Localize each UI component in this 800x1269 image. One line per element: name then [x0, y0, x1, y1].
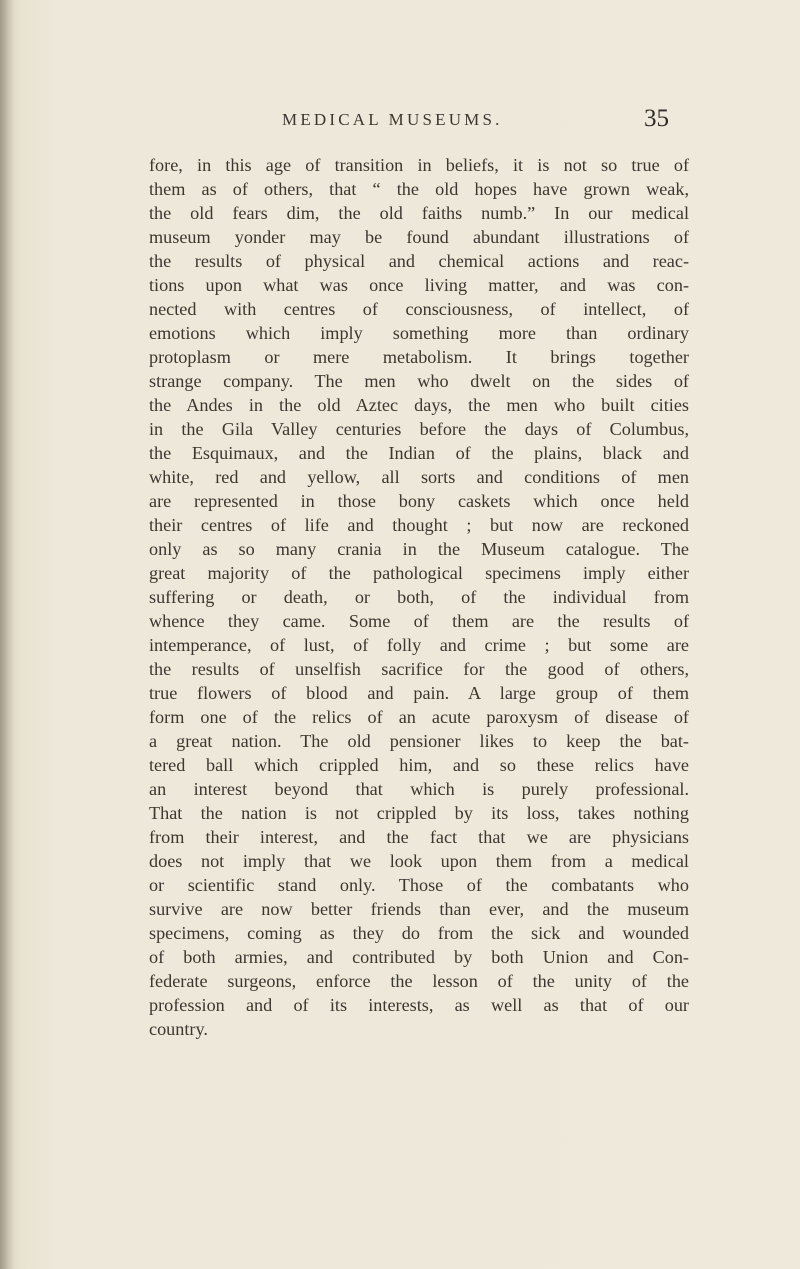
text-line: true flowers of blood and pain. A large group of them	[149, 683, 689, 703]
text-line: great majority of the pathological specimens imply either	[149, 563, 689, 583]
text-line: intemperance, of lust, of folly and crime ; but some are	[149, 635, 689, 655]
running-head	[0, 105, 800, 140]
text-line: suffering or death, or both, of the individual from	[149, 587, 689, 607]
text-line: from their interest, and the fact that we are physicians	[149, 827, 689, 847]
text-line: federate surgeons, enforce the lesson of the unity of the	[149, 971, 689, 991]
text-line: the results of physical and chemical actions and reac-	[149, 251, 689, 271]
text-line: the Esquimaux, and the Indian of the plains, black and	[149, 443, 689, 463]
text-line: survive are now better friends than ever, and the museum	[149, 899, 689, 919]
text-line: their centres of life and thought ; but now are reckoned	[149, 515, 689, 535]
text-line: are represented in those bony caskets which once held	[149, 491, 689, 511]
text-line: only as so many crania in the Museum catalogue. The	[149, 539, 689, 559]
text-line: That the nation is not crippled by its loss, takes nothing	[149, 803, 689, 823]
text-line: or scientific stand only. Those of the combatants who	[149, 875, 689, 895]
text-line: the old fears dim, the old faiths numb.” In our medical	[149, 203, 689, 223]
text-line: nected with centres of consciousness, of intellect, of	[149, 299, 689, 319]
text-line: strange company. The men who dwelt on the sides of	[149, 371, 689, 391]
page-number: 35	[644, 105, 669, 132]
text-line: of both armies, and contributed by both Union and Con-	[149, 947, 689, 967]
text-line: does not imply that we look upon them from a medical	[149, 851, 689, 871]
running-title: MEDICAL MUSEUMS.	[282, 110, 503, 129]
text-line: tions upon what was once living matter, and was con-	[149, 275, 689, 295]
text-line: an interest beyond that which is purely professional.	[149, 779, 689, 799]
text-line: the Andes in the old Aztec days, the men who built cities	[149, 395, 689, 415]
text-line: protoplasm or mere metabolism. It brings together	[149, 347, 689, 367]
text-line: them as of others, that “ the old hopes have grown weak,	[149, 179, 689, 199]
text-line: specimens, coming as they do from the sick and wounded	[149, 923, 689, 943]
text-line: fore, in this age of transition in beliefs, it is not so true of	[149, 155, 689, 175]
text-line: museum yonder may be found abundant illustrations of	[149, 227, 689, 247]
text-line: whence they came. Some of them are the results of	[149, 611, 689, 631]
text-line: the results of unselfish sacrifice for the good of others,	[149, 659, 689, 679]
text-line: emotions which imply something more than ordinary	[149, 323, 689, 343]
text-line: in the Gila Valley centuries before the days of Columbus,	[149, 419, 689, 439]
text-line: profession and of its interests, as well as that of our	[149, 995, 689, 1015]
body-paragraph	[149, 153, 689, 1041]
binding-shadow	[0, 0, 14, 1269]
text-line: country.	[149, 1019, 208, 1039]
text-line: form one of the relics of an acute paroxysm of disease of	[149, 707, 689, 727]
text-line: white, red and yellow, all sorts and conditions of men	[149, 467, 689, 487]
text-line: tered ball which crippled him, and so these relics have	[149, 755, 689, 775]
text-line: a great nation. The old pensioner likes to keep the bat-	[149, 731, 689, 751]
